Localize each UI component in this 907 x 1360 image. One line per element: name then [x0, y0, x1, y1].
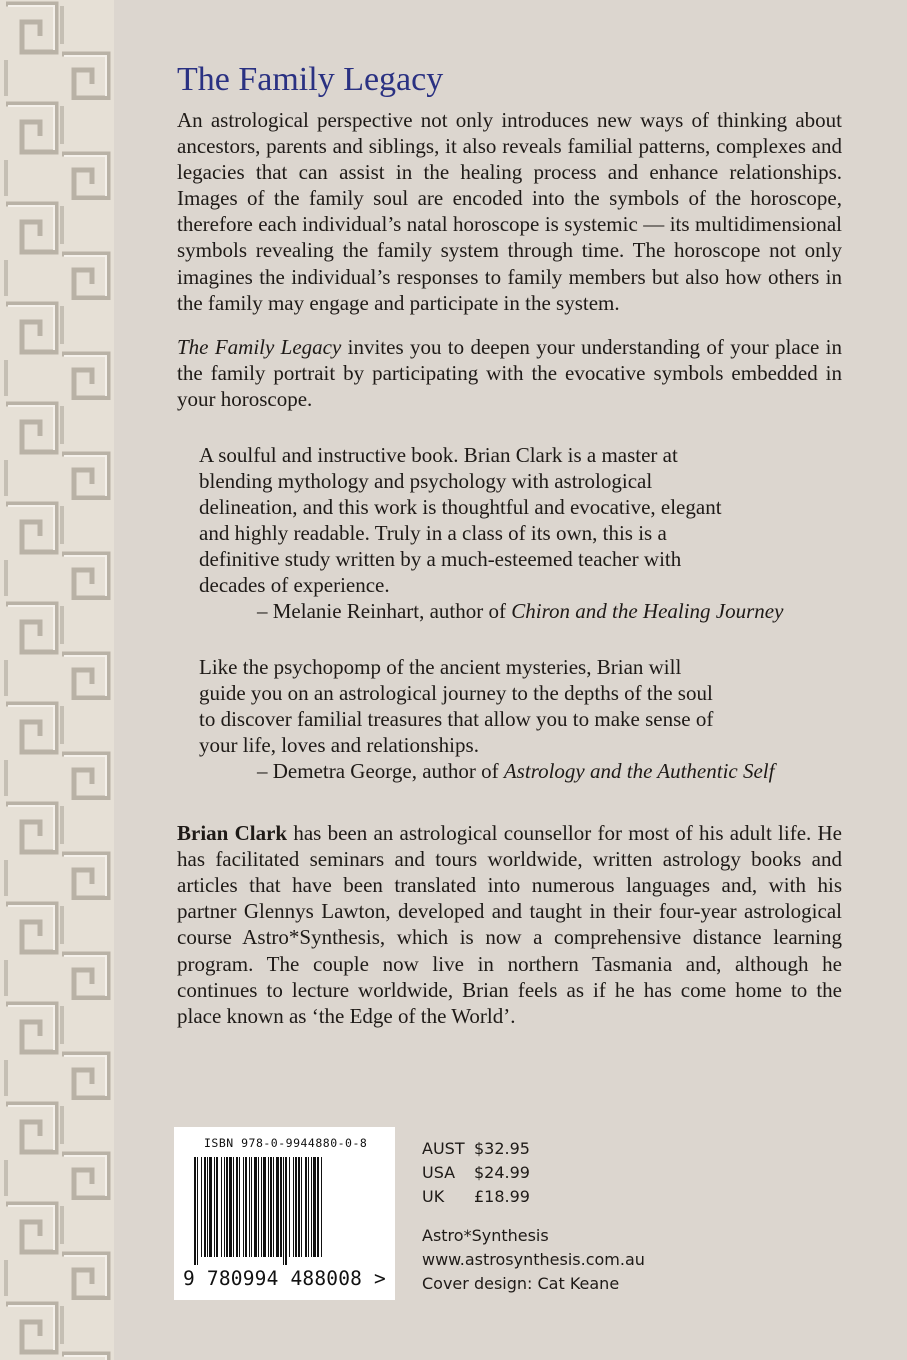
invite-paragraph	[177, 334, 842, 412]
quote-attribution	[199, 758, 839, 784]
intro-paragraph: An astrological perspective not only introduces new ways of thinking about ancestors, parents and siblings, it also reveals familial patterns, complexes and legacies that can assist in the healing process and enhance relationships. Images of the family soul are encoded into the symbols of the horoscope, therefore each individual’s natal horoscope is systemic — its multidimensional symbols revealing the family system through time. The horoscope not only imagines the individual’s responses to family members but also how others in the family may engage and participate in the system.	[177, 108, 842, 315]
invite-book-title: The Family Legacy	[177, 334, 342, 359]
barcode-bar	[214, 1157, 215, 1257]
meander-pattern-icon	[0, 0, 114, 1360]
price-row-aust	[422, 1137, 645, 1161]
greek-key-border	[0, 0, 114, 1360]
quote-line: your life, loves and relationships.	[199, 733, 479, 758]
barcode-bar	[305, 1157, 307, 1257]
quote-line: and highly readable. Truly in a class of its own, this is a	[199, 521, 667, 546]
barcode-bar	[207, 1157, 208, 1257]
barcode-bar	[239, 1157, 240, 1257]
publisher-name: Astro*Synthesis	[422, 1226, 549, 1245]
bio-text: has been an astrological counsellor for most of his adult life. He has facilitated seminars and tours worldwide, written astrology books and articles that have been translated into numerous languages and, with his partner Glennys Lawton, developed and taught in their four-year astrological course Astro*Synthesis, which is now a comprehensive distance learning program. The couple now live in northern Tasmania and, although he continues to lecture worldwide, Brian feels as if he has come home to the place known as ‘the Edge of the World’.	[177, 821, 842, 1028]
book-title: The Family Legacy	[177, 61, 444, 98]
barcode-bar	[261, 1157, 262, 1257]
barcode-bar	[293, 1157, 294, 1257]
barcode-bar	[280, 1157, 282, 1257]
attribution-author: – Melanie Reinhart, author of	[257, 599, 512, 624]
barcode-bar	[236, 1157, 238, 1257]
barcode-bar	[308, 1157, 309, 1257]
publisher-info	[422, 1224, 645, 1296]
quote-attribution	[199, 598, 839, 624]
quote-line: decades of experience.	[199, 573, 390, 598]
barcode-bar	[283, 1157, 284, 1265]
barcode-bar	[285, 1157, 287, 1265]
barcode-bar	[263, 1157, 266, 1257]
barcode-bar	[289, 1157, 290, 1257]
barcode-bar	[313, 1157, 316, 1257]
author-name: Brian Clark	[177, 821, 288, 846]
barcode-bar	[251, 1157, 252, 1257]
cover-credit: Cover design: Cat Keane	[422, 1274, 620, 1293]
barcode-bar	[317, 1157, 319, 1257]
quote-line: blending mythology and psychology with astrological	[199, 469, 653, 494]
barcode-bar	[276, 1157, 279, 1257]
barcode-bar	[311, 1157, 312, 1257]
barcode-bar	[268, 1157, 269, 1257]
barcode-bar	[254, 1157, 257, 1257]
barcode-bar	[258, 1157, 259, 1257]
barcode-bar	[194, 1157, 196, 1265]
price-region: AUST	[422, 1139, 465, 1158]
barcode-bar	[226, 1157, 228, 1257]
price-list	[422, 1137, 645, 1296]
price-region: USA	[422, 1163, 456, 1182]
price-row-uk	[422, 1185, 645, 1209]
barcode-bar	[233, 1157, 234, 1257]
price-region: UK	[422, 1187, 445, 1206]
barcode-bar	[295, 1157, 297, 1257]
barcode-bar	[321, 1157, 322, 1257]
back-cover-text	[177, 60, 842, 1029]
barcode-bar	[298, 1157, 300, 1257]
attribution-work: Astrology and the Authentic Self	[503, 759, 775, 784]
isbn-label: ISBN 978-0-9944880-0-8	[204, 1136, 368, 1150]
barcode-bar	[201, 1157, 202, 1257]
barcode-bar	[245, 1157, 247, 1257]
author-bio	[177, 820, 842, 1029]
barcode-bar	[273, 1157, 274, 1257]
barcode-bar	[224, 1157, 225, 1257]
attribution-author: – Demetra George, author of	[257, 759, 504, 784]
quote-line: guide you on an astrological journey to the depths of the soul	[199, 681, 713, 706]
invite-text: invites you to deepen your understanding of your place in the family portrait by participating with the evocative symbols embedded in your horoscope.	[177, 334, 842, 411]
barcode-bar	[209, 1157, 212, 1257]
quote-line: delineation, and this work is thoughtful and evocative, elegant	[199, 495, 722, 520]
barcode-bar	[221, 1157, 222, 1257]
quote-reinhart	[199, 442, 839, 624]
isbn-barcode	[174, 1127, 395, 1300]
publisher-website: www.astrosynthesis.com.au	[422, 1250, 645, 1269]
quote-line: Like the psychopomp of the ancient mysteries, Brian will	[199, 655, 682, 680]
isbn-digits: 9 780994 488008 >	[183, 1267, 386, 1290]
price-row-usa	[422, 1161, 645, 1185]
barcode-bar	[197, 1157, 198, 1265]
quote-line: to discover familial treasures that allow you to make sense of	[199, 707, 714, 732]
barcode-bar	[204, 1157, 206, 1257]
barcode-bar	[243, 1157, 244, 1257]
barcode-icon	[192, 1157, 378, 1265]
barcode-bar	[249, 1157, 250, 1257]
quote-george	[199, 654, 839, 784]
barcode-bar	[229, 1157, 232, 1257]
price-value: $24.99	[474, 1163, 530, 1182]
quote-line: A soulful and instructive book. Brian Clark is a master at	[199, 443, 678, 468]
barcode-bar	[301, 1157, 302, 1257]
price-value: £18.99	[474, 1187, 530, 1206]
quote-line: definitive study written by a much-esteemed teacher with	[199, 547, 682, 572]
attribution-work: Chiron and the Healing Journey	[511, 599, 784, 624]
price-value: $32.95	[474, 1139, 530, 1158]
barcode-bar	[216, 1157, 218, 1257]
barcode-bar	[270, 1157, 272, 1257]
